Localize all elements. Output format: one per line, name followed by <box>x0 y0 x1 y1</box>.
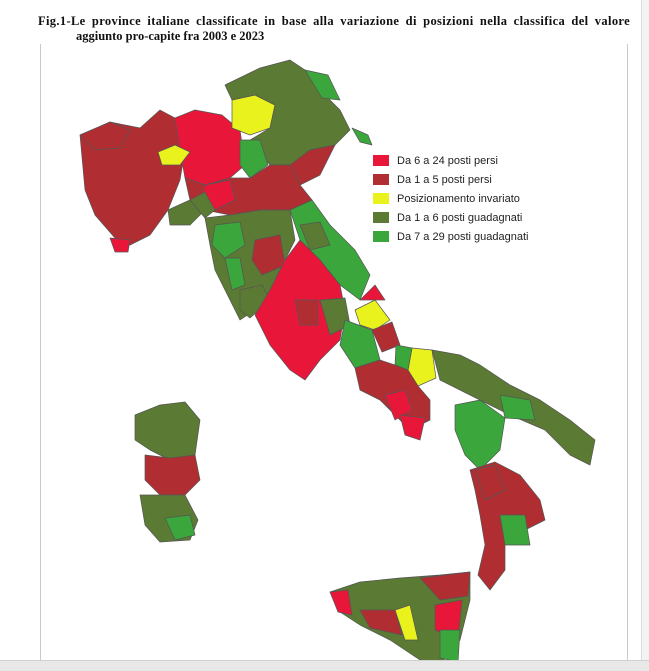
province-salerno <box>400 415 425 440</box>
province-crotone <box>500 515 530 545</box>
region-sardegna-middle <box>145 455 200 495</box>
legend-item-7-29-gained <box>373 227 529 246</box>
legend-item-1-6-gained <box>373 208 529 227</box>
legend-swatch <box>373 193 389 204</box>
legend-swatch <box>373 212 389 223</box>
caption-line-1: Fig.1-Le province italiane classificate in base alla variazione di posizioni nella classifica del valore <box>38 14 630 28</box>
window-bottom-bar <box>0 660 649 671</box>
province-trapani <box>330 590 352 615</box>
province-siracusa <box>440 630 460 662</box>
legend-label: Posizionamento invariato <box>397 192 520 205</box>
legend-item-1-5-lost <box>373 170 529 189</box>
province-trieste <box>352 128 372 145</box>
province-imperia <box>110 238 130 252</box>
region-sardegna-north <box>135 402 200 460</box>
legend-swatch <box>373 155 389 166</box>
legend-item-unchanged <box>373 189 529 208</box>
legend-label: Da 1 a 6 posti guadagnati <box>397 211 523 224</box>
legend-swatch <box>373 231 389 242</box>
region-basilicata <box>455 400 505 470</box>
legend-item-6-24-lost <box>373 151 529 170</box>
legend-label: Da 1 a 5 posti persi <box>397 173 492 186</box>
map-legend <box>373 151 529 246</box>
legend-label: Da 7 a 29 posti guadagnati <box>397 230 529 243</box>
caption-line-2: aggiunto pro-capite fra 2003 e 2023 <box>76 29 265 43</box>
legend-label: Da 6 a 24 posti persi <box>397 154 498 167</box>
legend-swatch <box>373 174 389 185</box>
